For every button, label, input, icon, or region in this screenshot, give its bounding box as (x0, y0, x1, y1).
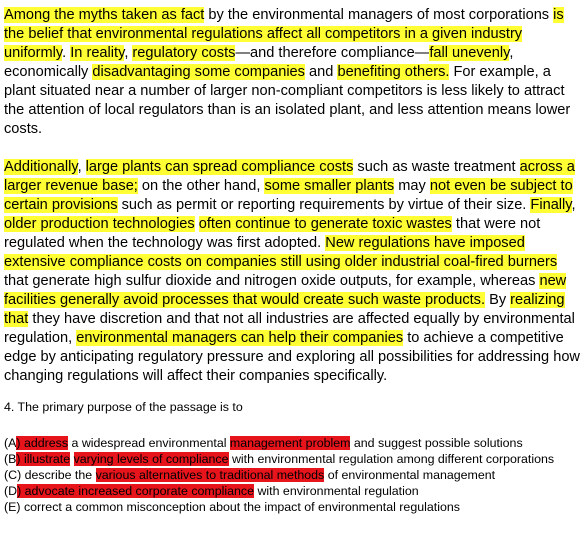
answer-choice-c[interactable] (4, 467, 582, 483)
text-run: (D (4, 484, 18, 498)
text-run: (C) describe the (4, 468, 96, 482)
highlighted-text: environmental managers can help their companies (76, 330, 404, 346)
highlighted-text: realizing that (4, 292, 565, 327)
highlighted-text: disadvantaging some companies (92, 64, 305, 80)
red-highlighted-text: ) advocate increased corporate compliance (17, 484, 255, 498)
highlighted-text: is the belief that environmental regulations affect all competitors in a given industry uniformly (4, 7, 564, 61)
highlighted-text: Among the myths taken as fact (4, 7, 205, 23)
text-run: (E) correct a common misconception about the impact of environmental regulations (4, 500, 460, 514)
answer-choice-a[interactable] (4, 435, 582, 451)
text-run: and suggest possible solutions (350, 436, 523, 450)
highlighted-text: Finally (530, 197, 572, 213)
text-run: they have discretion and that not all industries are affected equally by environmental regulation, (4, 311, 575, 346)
highlighted-text: older production technologies (4, 216, 195, 232)
passage-paragraph-2 (4, 158, 582, 386)
highlighted-text: often continue to generate toxic wastes (198, 216, 452, 232)
answer-choice-e[interactable] (4, 499, 582, 515)
highlighted-text: fall unevenly (429, 45, 510, 61)
text-run: , (77, 159, 86, 175)
text-run: For example, a plant situated near a number of larger non-compliant competitors is less likely to attract the attention of local regulators than is an isolated plant, and less attention means lower costs. (4, 64, 571, 137)
highlighted-text: regulatory costs (132, 45, 236, 61)
red-highlighted-text: varying levels of compliance (73, 452, 229, 466)
highlighted-text: large plants can spread compliance costs (85, 159, 354, 175)
text-run: by the environmental managers of most corporations (204, 7, 554, 23)
text-run: of environmental management (324, 468, 496, 482)
highlighted-text: Additionally (4, 159, 78, 175)
reading-passage-page (4, 6, 582, 515)
text-run: with environmental regulation (254, 484, 419, 498)
text-run: —and therefore compliance— (235, 45, 430, 61)
red-highlighted-text: various alternatives to traditional methods (95, 468, 325, 482)
text-run: , (124, 45, 133, 61)
highlighted-text: benefiting others. (337, 64, 450, 80)
text-run: , economically (4, 45, 514, 80)
answer-choices (4, 435, 582, 515)
answer-choice-b[interactable] (4, 451, 582, 467)
text-run: and (304, 64, 338, 80)
red-highlighted-text: ) address (16, 436, 69, 450)
text-run: may (394, 178, 430, 194)
highlighted-text: not even be subject to certain provisions (4, 178, 573, 213)
highlighted-text: New regulations have imposed extensive compliance costs on companies still using older industrial coal-fired burners (4, 235, 558, 270)
red-highlighted-text: management problem (229, 436, 351, 450)
text-run: such as permit or reporting requirements by virtue of their size. (117, 197, 531, 213)
text-run: on the other hand, (137, 178, 265, 194)
text-run: to achieve a competitive edge by anticipating regulatory pressure and exploring all possibilities for addressing how changing regulations will affect their companies specifically. (4, 330, 580, 384)
text-run: a widespread environmental (68, 436, 230, 450)
highlighted-text: some smaller plants (264, 178, 395, 194)
text-run: such as waste treatment (353, 159, 520, 175)
highlighted-text: new facilities generally avoid processes that would create such waste products. (4, 273, 567, 308)
question-prompt: 4. The primary purpose of the passage is to (4, 400, 243, 414)
text-run: that were not regulated when the technology was first adopted. (4, 216, 541, 251)
text-run: By (485, 292, 511, 308)
red-highlighted-text: ) illustrate (16, 452, 71, 466)
highlighted-text: across a larger revenue base; (4, 159, 575, 194)
text-run: that generate high sulfur dioxide and nitrogen oxide outputs, for example, whereas (4, 273, 540, 289)
answer-choice-d[interactable] (4, 483, 582, 499)
text-run: with environmental regulation among different corporations (228, 452, 555, 466)
text-run: , (571, 197, 576, 213)
text-run: (B (4, 452, 17, 466)
highlighted-text: In reality (70, 45, 125, 61)
text-run: . (62, 45, 71, 61)
passage-paragraph-1 (4, 6, 582, 139)
text-run: (A (4, 436, 17, 450)
